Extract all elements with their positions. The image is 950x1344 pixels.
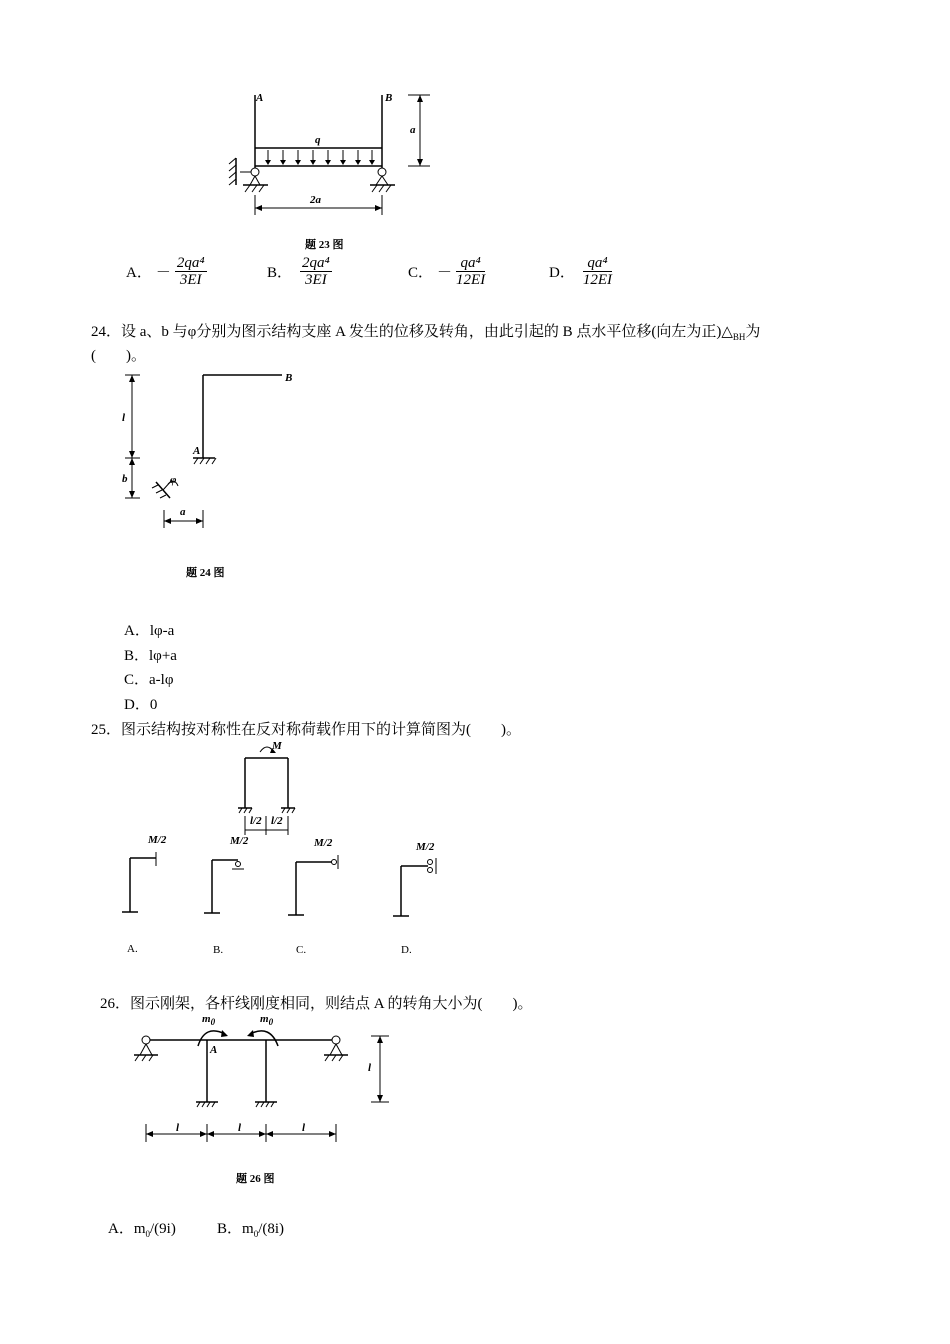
denominator: 12EI [582, 272, 613, 288]
fig24-label-phi: φ [170, 474, 177, 486]
option-b-suffix: /(8i) [258, 1221, 285, 1237]
q24-option-a[interactable]: A．lφ-a [124, 623, 175, 639]
fig25-d-label-m2: M/2 [416, 841, 435, 853]
denominator: 3EI [305, 272, 327, 288]
fig26-caption: 题 26 图 [236, 1173, 275, 1185]
option-a-subscript: 0 [145, 1229, 151, 1239]
q24-text-end: 为 [745, 324, 761, 340]
q26-option-a[interactable] [108, 1217, 176, 1239]
fig24-label-l: l [122, 412, 126, 424]
option-b-subscript: 0 [253, 1229, 259, 1239]
fig23-caption: 题 23 图 [305, 239, 344, 251]
numerator: qa⁴ [583, 255, 612, 272]
fig26-label-m0-right [260, 1013, 273, 1027]
denominator: 3EI [179, 272, 202, 288]
denominator: 12EI [456, 272, 486, 288]
q24-question-text-line2: ( )。 [91, 348, 146, 364]
fig26-label-a-point: A [210, 1044, 218, 1056]
fig26-label-m0-left [202, 1013, 215, 1027]
fig25-label-l2-right: l/2 [271, 815, 283, 827]
option-letter: C． [408, 265, 434, 281]
fig24-label-b-point: B [285, 372, 293, 384]
q24-option-c[interactable]: C．a-lφ [124, 672, 174, 688]
fig26-label-l-1: l [176, 1122, 180, 1134]
q25-option-b[interactable]: B. [213, 944, 224, 956]
numerator: 2qa⁴ [302, 255, 330, 271]
fig24-label-b: b [122, 473, 128, 485]
q25-option-d[interactable]: D. [401, 944, 412, 956]
option-sign: － [155, 265, 171, 281]
option-letter: B． [267, 265, 293, 281]
fig24-label-a-point: A [193, 445, 201, 457]
m-subscript: 0 [210, 1017, 216, 1028]
fig25-b-label-m2: M/2 [230, 835, 249, 847]
option-b-prefix: B．m [217, 1221, 254, 1237]
option-a-prefix: A．m [108, 1221, 146, 1237]
q24-option-b[interactable]: B．lφ+a [124, 648, 177, 664]
q25-question-text: 25．图示结构按对称性在反对称荷载作用下的计算简图为( )。 [91, 722, 521, 738]
fig24-label-a-dim: a [180, 506, 186, 518]
numerator: 2qa⁴ [176, 255, 205, 271]
fig25-c-label-m2: M/2 [314, 837, 333, 849]
fig26-label-l-2: l [238, 1122, 242, 1134]
fig25-label-l2-left: l/2 [250, 815, 262, 827]
option-letter: D． [549, 265, 575, 281]
option-sign: － [437, 265, 453, 281]
fig26-label-l-3: l [302, 1122, 306, 1134]
fig24-caption: 题 24 图 [186, 567, 225, 579]
m-letter: m [202, 1013, 211, 1025]
fig25-label-m: M [272, 740, 282, 752]
fig23-label-b-point: B [385, 92, 393, 104]
fig23-label-2a: 2a [310, 194, 321, 206]
m-letter: m [260, 1013, 269, 1025]
q25-option-a[interactable]: A. [127, 943, 138, 955]
q24-option-d[interactable]: D．0 [124, 697, 158, 713]
fig23-label-a-point: A [256, 92, 264, 104]
m-subscript: 0 [268, 1017, 274, 1028]
fig23-label-q: q [315, 134, 321, 146]
fig23-label-a-dim: a [410, 124, 416, 136]
fig26-label-l-vertical: l [368, 1062, 372, 1074]
q26-question-text: 26．图示刚架，各杆线刚度相同，则结点 A 的转角大小为( )。 [100, 996, 533, 1012]
fig25-a-label-m2: M/2 [148, 834, 167, 846]
q24-subscript-bh: BH [732, 332, 746, 342]
q26-option-b[interactable] [217, 1217, 284, 1239]
numerator: qa⁴ [456, 255, 485, 272]
q25-option-c[interactable]: C. [296, 944, 307, 956]
option-letter: A． [126, 265, 152, 281]
option-a-suffix: /(9i) [150, 1221, 176, 1237]
q24-text-line1: 24．设 a、b 与φ分别为图示结构支座 A 发生的位移及转角，由此引起的 B 点水平位移(向左为正)△ [91, 324, 733, 340]
